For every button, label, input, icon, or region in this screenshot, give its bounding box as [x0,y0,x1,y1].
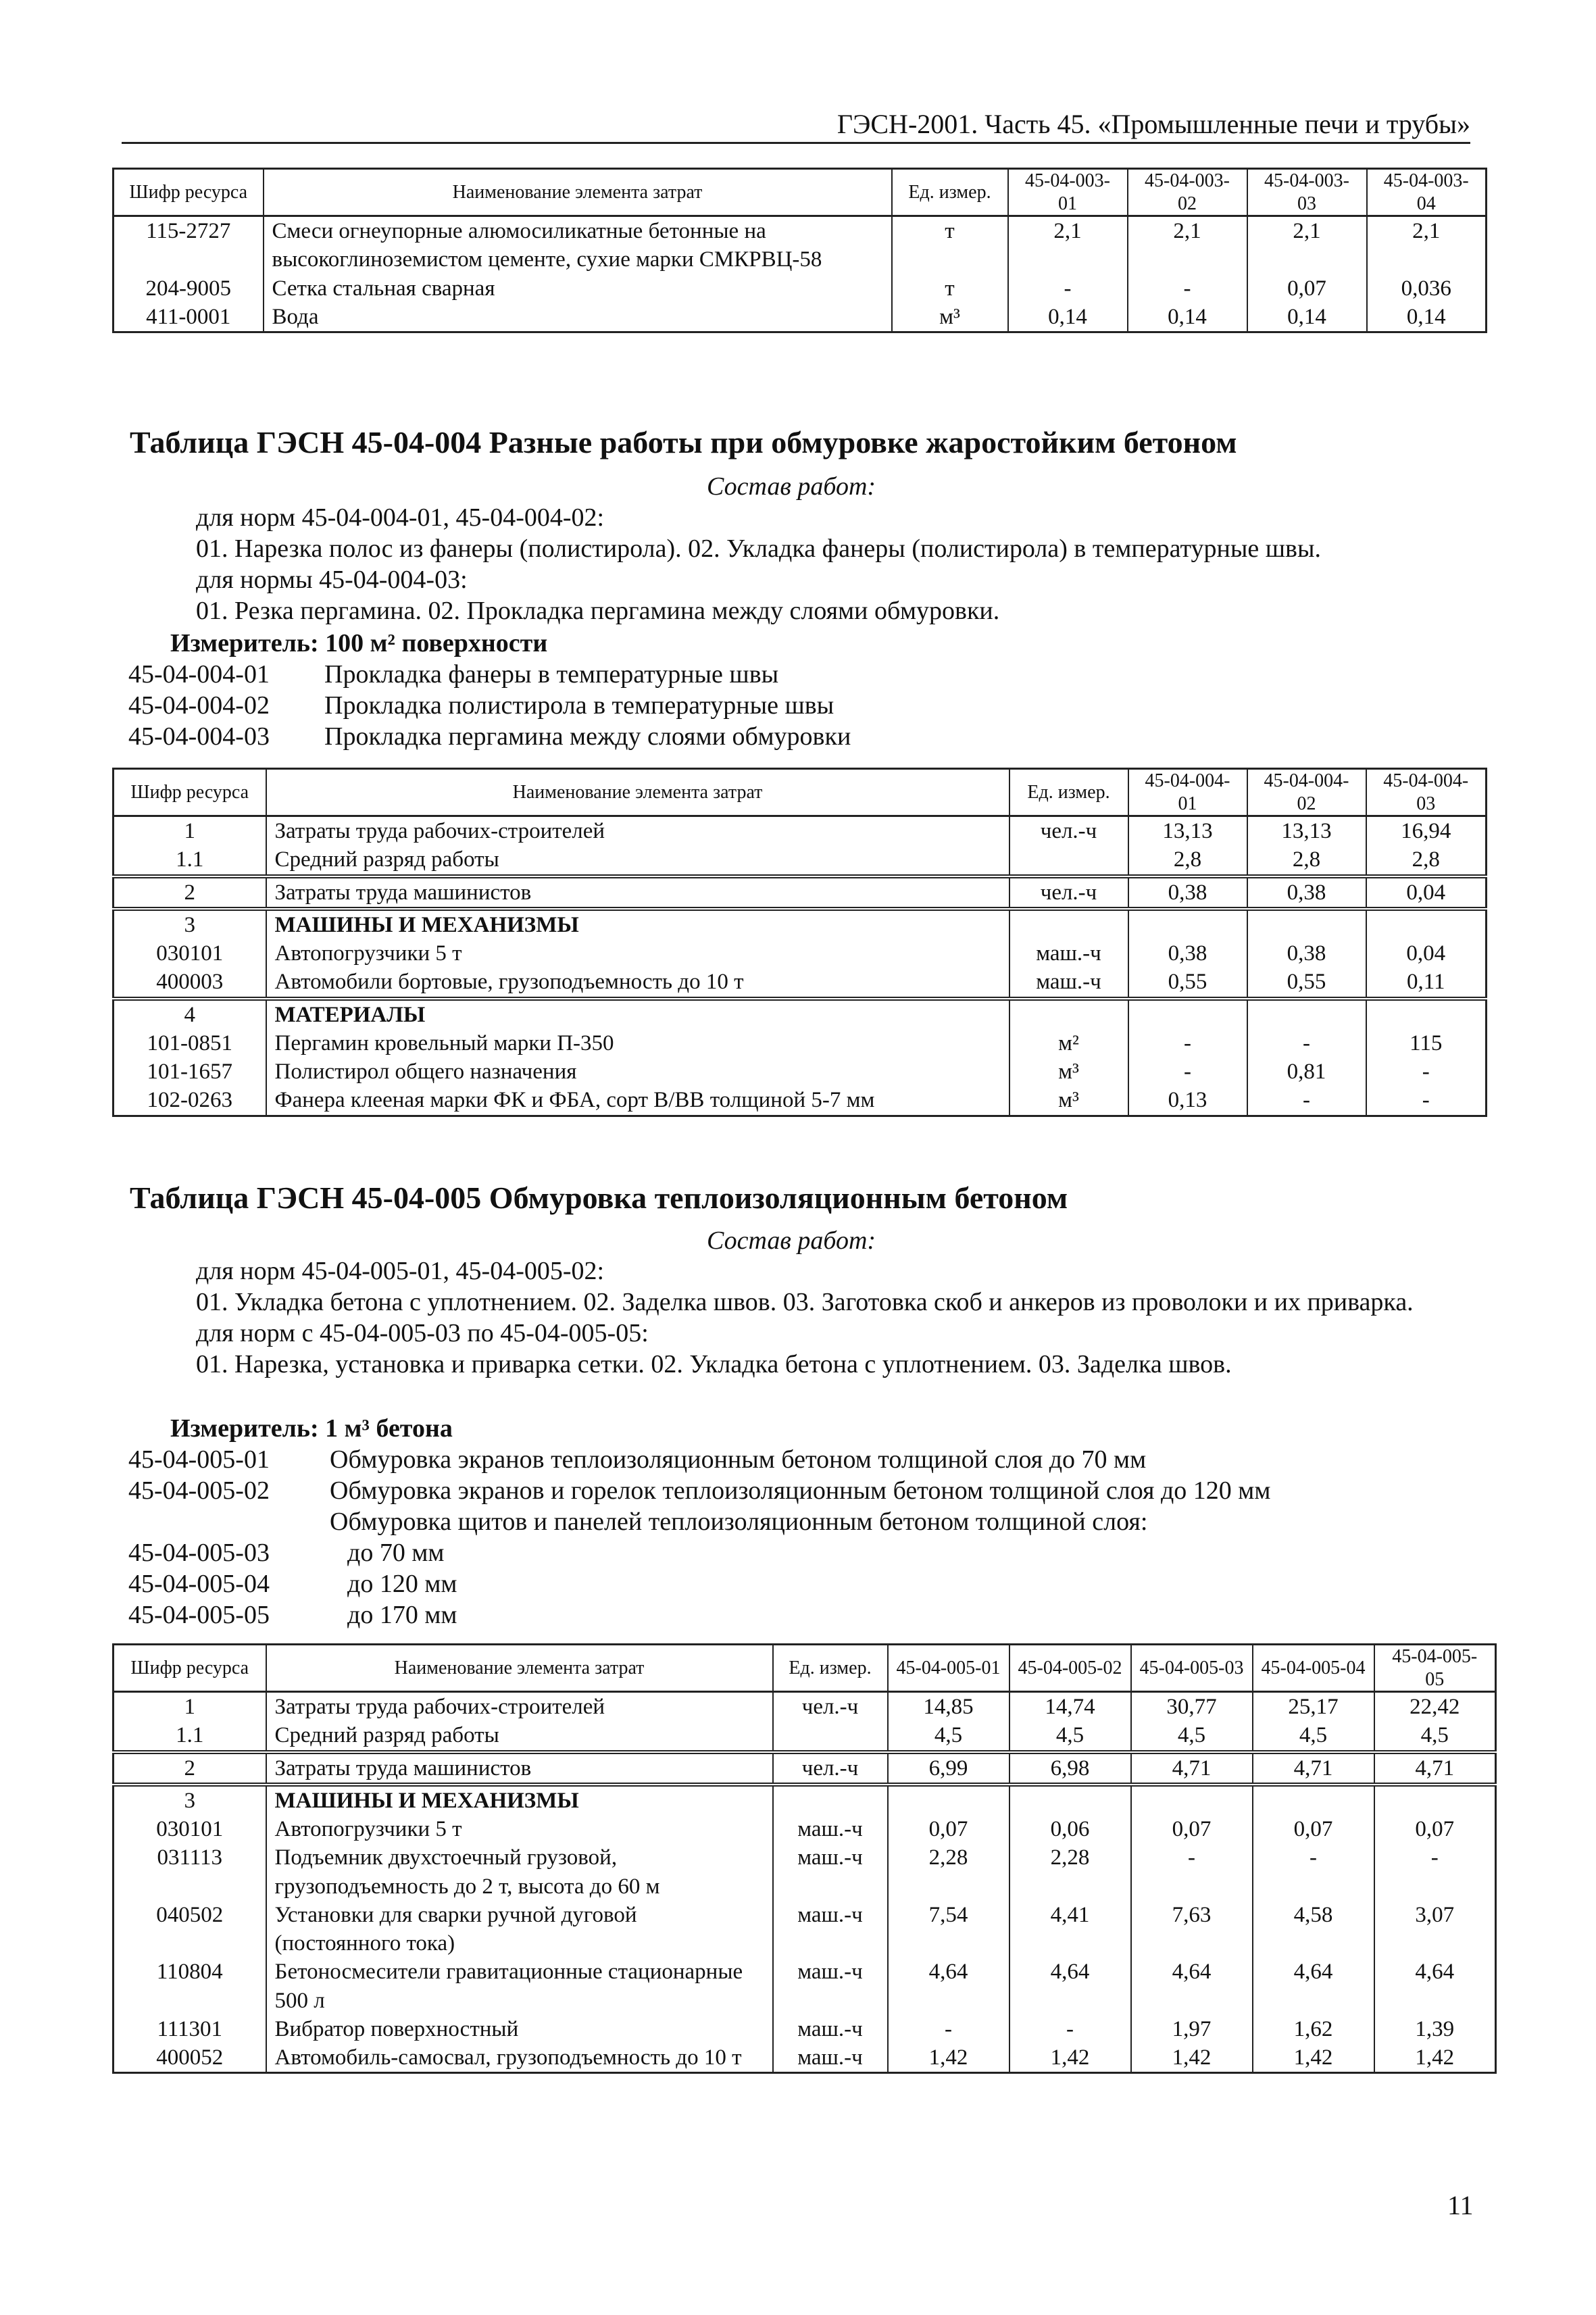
measure-unit: Измеритель: 100 м² поверхности [170,629,548,657]
table-row [114,274,1487,303]
norm-value: 0,38 [1247,939,1366,968]
norm-value: 0,07 [1253,1815,1374,1843]
cost-element-name: Затраты труда машинистов [266,1752,773,1785]
norm-value: 0,14 [1247,303,1367,332]
norm-description: Прокладка полистирола в температурные швы [324,691,834,720]
table-row [114,999,1487,1029]
norm-value [1366,999,1487,1029]
cost-element-name: Подъемник двухстоечный грузовой, грузоподъемность до 2 т, высота до 60 м [266,1843,773,1900]
norm-value [1366,909,1487,939]
table-header-row [114,769,1487,816]
measure-unit: Измеритель: 1 м³ бетона [170,1414,453,1443]
norm-entry [128,1600,1270,1631]
norm-value [1247,999,1366,1029]
norm-value: 2,1 [1008,216,1128,274]
norm-value [888,1785,1009,1815]
norm-value: 4,5 [888,1721,1009,1751]
norm-value: - [1247,1029,1366,1057]
norm-value: 1,42 [1253,2043,1374,2073]
norm-value: - [1128,274,1247,303]
cost-element-name: Установки для сварки ручной дуговой (постоянного тока) [266,1901,773,1958]
norm-value: 115 [1366,1029,1487,1057]
resource-code: 030101 [114,939,266,968]
norm-description: до 170 мм [347,1601,457,1629]
norm-value: 6,98 [1009,1752,1131,1785]
column-header: 45-04-003-02 [1128,169,1247,216]
norm-code: 45-04-005-03 [128,1539,270,1567]
table-row [114,1901,1496,1958]
norm-value: 0,11 [1366,968,1487,998]
table-45-04-003-continued [112,168,1487,333]
unit: маш.-ч [1009,968,1128,998]
norm-value: 22,42 [1374,1692,1496,1722]
cost-element-name: Затраты труда машинистов [266,876,1009,909]
composition-line: для норм 45-04-005-01, 45-04-005-02: [196,1257,605,1285]
table-row [114,2015,1496,2043]
norm-value: 4,5 [1253,1721,1374,1751]
resource-code: 1.1 [114,1721,266,1751]
resource-code: 115-2727 [114,216,264,274]
unit: маш.-ч [773,2043,888,2073]
norm-value [1128,909,1247,939]
resource-code: 031113 [114,1843,266,1900]
norm-value [1374,1785,1496,1815]
cost-element-name: Автомобиль-самосвал, грузоподъемность до 10 т [266,2043,773,2073]
norm-value: 3,07 [1374,1901,1496,1958]
norm-value: 0,04 [1366,876,1487,909]
table-row [114,1843,1496,1900]
norm-value: 0,07 [1374,1815,1496,1843]
composition-line: для нормы 45-04-004-03: [196,566,468,594]
norm-value: 0,38 [1247,876,1366,909]
norm-entry [128,1538,1270,1569]
column-header: 45-04-004-01 [1128,769,1247,816]
norm-value: 30,77 [1131,1692,1253,1722]
table-row [114,876,1487,909]
table-header-row [114,169,1487,216]
table-row [114,1029,1487,1057]
table-45-04-005 [112,1643,1497,2074]
table-row [114,2043,1496,2073]
resource-code: 1.1 [114,845,266,876]
norm-value: 1,39 [1374,2015,1496,2043]
norm-value: 0,55 [1247,968,1366,998]
table-row [114,1057,1487,1086]
norm-code: 45-04-005-05 [128,1601,270,1629]
column-header: Шифр ресурса [114,769,266,816]
column-header: 45-04-003-01 [1008,169,1128,216]
cost-element-name: Фанера клееная марки ФК и ФБА, сорт В/ВВ толщиной 5-7 мм [266,1086,1009,1116]
norm-value: 14,74 [1009,1692,1131,1722]
norm-value: 4,71 [1253,1752,1374,1785]
table-row [114,845,1487,876]
norm-description: до 120 мм [347,1570,457,1598]
norm-code: 45-04-004-01 [128,660,270,689]
cost-element-name: Бетоносмесители гравитационные стационарные 500 л [266,1958,773,2014]
table-row [114,1815,1496,1843]
column-header: Наименование элемента затрат [264,169,892,216]
norm-value [1253,1785,1374,1815]
norm-entry [128,1445,1270,1476]
column-header: 45-04-003-03 [1247,169,1367,216]
norm-value: 0,036 [1367,274,1487,303]
running-header [122,108,1470,144]
cost-element-name: Затраты труда рабочих-строителей [266,1692,773,1722]
resource-code: 111301 [114,2015,266,2043]
norm-value: - [1128,1057,1247,1086]
column-header: Ед. измер. [1009,769,1128,816]
cost-element-name: Сетка стальная сварная [264,274,892,303]
norm-description: до 70 мм [347,1539,445,1567]
table-row [114,968,1487,998]
norm-value: 4,71 [1131,1752,1253,1785]
composition-title: Состав работ: [707,472,876,501]
norm-code: 45-04-005-01 [128,1445,270,1474]
cost-element-name: Вибратор поверхностный [266,2015,773,2043]
unit: маш.-ч [773,1815,888,1843]
norm-entry [128,691,851,722]
resource-code: 400003 [114,968,266,998]
norm-value: 1,42 [1131,2043,1253,2073]
table-row [114,816,1487,846]
norm-value: 2,1 [1367,216,1487,274]
norm-value: - [1366,1057,1487,1086]
composition-line: 01. Нарезка полос из фанеры (полистирола). 02. Укладка фанеры (полистирола) в температурные швы. [196,534,1322,563]
unit: т [892,216,1008,274]
norm-value: 2,8 [1366,845,1487,876]
composition-line: 01. Укладка бетона с уплотнением. 02. Заделка швов. 03. Заготовка скоб и анкеров из проволоки и их приварка. [196,1288,1414,1316]
column-header: 45-04-005-05 [1374,1645,1496,1692]
norm-value: 1,62 [1253,2015,1374,2043]
norm-value: 0,38 [1128,876,1247,909]
resource-code: 204-9005 [114,274,264,303]
norm-value: - [1131,1843,1253,1900]
norm-value: 4,5 [1131,1721,1253,1751]
running-title: ГЭСН-2001. Часть 45. «Промышленные печи и трубы» [837,109,1470,139]
norm-value: 1,42 [888,2043,1009,2073]
cost-element-name: Средний разряд работы [266,1721,773,1751]
cost-element-name: МАТЕРИАЛЫ [266,999,1009,1029]
norm-value: 14,85 [888,1692,1009,1722]
norm-value: 2,8 [1128,845,1247,876]
norm-value: 4,5 [1374,1721,1496,1751]
norm-value: 4,71 [1374,1752,1496,1785]
column-header: Ед. измер. [773,1645,888,1692]
norm-value: 1,42 [1374,2043,1496,2073]
table-row [114,939,1487,968]
unit: м³ [892,303,1008,332]
norm-value: - [1374,1843,1496,1900]
norm-value: 0,14 [1367,303,1487,332]
resource-code: 3 [114,909,266,939]
norm-list [128,1445,1270,1631]
norm-entry [128,1507,1270,1538]
norm-value: 0,07 [1247,274,1367,303]
norm-list [128,659,851,753]
composition-block [196,503,1480,627]
norm-value: 1,42 [1009,2043,1131,2073]
norm-code: 45-04-004-02 [128,691,270,720]
unit: маш.-ч [773,1901,888,1958]
resource-code: 110804 [114,1958,266,2014]
norm-description: Прокладка пергамина между слоями обмуровки [324,722,851,751]
norm-value: - [1247,1086,1366,1116]
table-row [114,1958,1496,2014]
norm-value: 1,97 [1131,2015,1253,2043]
norm-description: Обмуровка экранов теплоизоляционным бетоном толщиной слоя до 70 мм [330,1445,1147,1474]
table-header-row [114,1645,1496,1692]
norm-value: 4,5 [1009,1721,1131,1751]
resource-code: 2 [114,876,266,909]
column-header: 45-04-004-03 [1366,769,1487,816]
norm-value: - [1128,1029,1247,1057]
unit: чел.-ч [773,1752,888,1785]
norm-value: 4,64 [888,1958,1009,2014]
cost-element-name: МАШИНЫ И МЕХАНИЗМЫ [266,909,1009,939]
composition-line: для норм 45-04-004-01, 45-04-004-02: [196,503,605,532]
norm-value: 6,99 [888,1752,1009,1785]
norm-value: 13,13 [1128,816,1247,846]
norm-value: 0,07 [888,1815,1009,1843]
resource-code: 4 [114,999,266,1029]
norm-value: - [1253,1843,1374,1900]
resource-code: 411-0001 [114,303,264,332]
table-row [114,1785,1496,1815]
unit: чел.-ч [1009,816,1128,846]
unit: м² [1009,1029,1128,1057]
norm-value: 16,94 [1366,816,1487,846]
norm-value: 4,64 [1009,1958,1131,2014]
cost-element-name: МАШИНЫ И МЕХАНИЗМЫ [266,1785,773,1815]
resource-code: 3 [114,1785,266,1815]
norm-value: 4,58 [1253,1901,1374,1958]
unit [773,1721,888,1751]
column-header: 45-04-004-02 [1247,769,1366,816]
norm-value: 4,64 [1374,1958,1496,2014]
resource-code: 1 [114,1692,266,1722]
norm-description: Прокладка фанеры в температурные швы [324,660,779,689]
resource-code: 040502 [114,1901,266,1958]
resource-code: 1 [114,816,266,846]
norm-value [1128,999,1247,1029]
composition-line: 01. Нарезка, установка и приварка сетки. 02. Укладка бетона с уплотнением. 03. Заделка швов. [196,1350,1232,1378]
norm-value: 4,41 [1009,1901,1131,1958]
norm-value [1247,909,1366,939]
norm-value: 0,07 [1131,1815,1253,1843]
norm-value: 2,1 [1128,216,1247,274]
column-header: Шифр ресурса [114,1645,266,1692]
norm-value: - [1009,2015,1131,2043]
table-row [114,216,1487,274]
norm-code: 45-04-005-02 [128,1476,270,1505]
column-header: 45-04-005-04 [1253,1645,1374,1692]
unit: м³ [1009,1086,1128,1116]
unit: м³ [1009,1057,1128,1086]
cost-element-name: Автопогрузчики 5 т [266,939,1009,968]
norm-entry [128,1476,1270,1507]
unit [773,1785,888,1815]
unit: маш.-ч [1009,939,1128,968]
norm-value: 13,13 [1247,816,1366,846]
norm-entry [128,722,851,753]
resource-code: 2 [114,1752,266,1785]
column-header: 45-04-005-02 [1009,1645,1131,1692]
table-row [114,303,1487,332]
table-45-04-004 [112,768,1487,1117]
cost-element-name: Средний разряд работы [266,845,1009,876]
unit: чел.-ч [1009,876,1128,909]
norm-description: Обмуровка щитов и панелей теплоизоляционным бетоном толщиной слоя: [330,1508,1148,1536]
column-header: Ед. измер. [892,169,1008,216]
norm-code: 45-04-004-03 [128,722,270,751]
column-header: 45-04-005-03 [1131,1645,1253,1692]
norm-code: 45-04-005-04 [128,1570,270,1598]
section-title-45-04-004: Таблица ГЭСН 45-04-004 Разные работы при обмуровке жаростойким бетоном [130,425,1237,459]
unit [1009,909,1128,939]
column-header: Наименование элемента затрат [266,1645,773,1692]
table-row [114,909,1487,939]
norm-value: 7,54 [888,1901,1009,1958]
column-header: 45-04-005-01 [888,1645,1009,1692]
norm-entry [128,1569,1270,1600]
resource-code: 102-0263 [114,1086,266,1116]
cost-element-name: Автомобили бортовые, грузоподъемность до 10 т [266,968,1009,998]
resource-code: 400052 [114,2043,266,2073]
norm-value: 7,63 [1131,1901,1253,1958]
cost-element-name: Вода [264,303,892,332]
norm-entry [128,659,851,691]
norm-value: 2,28 [1009,1843,1131,1900]
unit: маш.-ч [773,1958,888,2014]
resource-code: 030101 [114,1815,266,1843]
column-header: 45-04-003-04 [1367,169,1487,216]
norm-value: - [888,2015,1009,2043]
unit [1009,845,1128,876]
unit: маш.-ч [773,2015,888,2043]
composition-block [128,1255,1480,1380]
norm-value: 0,81 [1247,1057,1366,1086]
table-row [114,1721,1496,1751]
norm-value [1009,1785,1131,1815]
table-row [114,1086,1487,1116]
norm-value: - [1366,1086,1487,1116]
table-row [114,1752,1496,1785]
norm-value: 4,64 [1131,1958,1253,2014]
table-row [114,1692,1496,1722]
cost-element-name: Полистирол общего назначения [266,1057,1009,1086]
composition-title: Состав работ: [707,1226,876,1255]
norm-value: 0,14 [1008,303,1128,332]
norm-value: 0,04 [1366,939,1487,968]
cost-element-name: Пергамин кровельный марки П-350 [266,1029,1009,1057]
norm-value: 2,28 [888,1843,1009,1900]
norm-value: 0,13 [1128,1086,1247,1116]
page-number: 11 [1447,2190,1474,2220]
norm-value: 0,38 [1128,939,1247,968]
composition-line: для норм с 45-04-005-03 по 45-04-005-05: [196,1319,649,1347]
unit: т [892,274,1008,303]
norm-description: Обмуровка экранов и горелок теплоизоляционным бетоном толщиной слоя до 120 мм [330,1476,1271,1505]
cost-element-name: Затраты труда рабочих-строителей [266,816,1009,846]
column-header: Наименование элемента затрат [266,769,1009,816]
section-title-45-04-005: Таблица ГЭСН 45-04-005 Обмуровка теплоизоляционным бетоном [130,1180,1068,1215]
resource-code: 101-1657 [114,1057,266,1086]
composition-line: 01. Резка пергамина. 02. Прокладка пергамина между слоями обмуровки. [196,597,1000,625]
norm-value: 4,64 [1253,1958,1374,2014]
unit: маш.-ч [773,1843,888,1900]
unit [1009,999,1128,1029]
cost-element-name: Смеси огнеупорные алюмосиликатные бетонные на высокоглиноземистом цементе, сухие марки СМКРВЦ-58 [264,216,892,274]
norm-value: 0,06 [1009,1815,1131,1843]
norm-value: 2,8 [1247,845,1366,876]
cost-element-name: Автопогрузчики 5 т [266,1815,773,1843]
norm-value: 2,1 [1247,216,1367,274]
norm-value: - [1008,274,1128,303]
norm-value: 0,14 [1128,303,1247,332]
unit: чел.-ч [773,1692,888,1722]
resource-code: 101-0851 [114,1029,266,1057]
norm-value: 25,17 [1253,1692,1374,1722]
norm-value: 0,55 [1128,968,1247,998]
column-header: Шифр ресурса [114,169,264,216]
norm-value [1131,1785,1253,1815]
